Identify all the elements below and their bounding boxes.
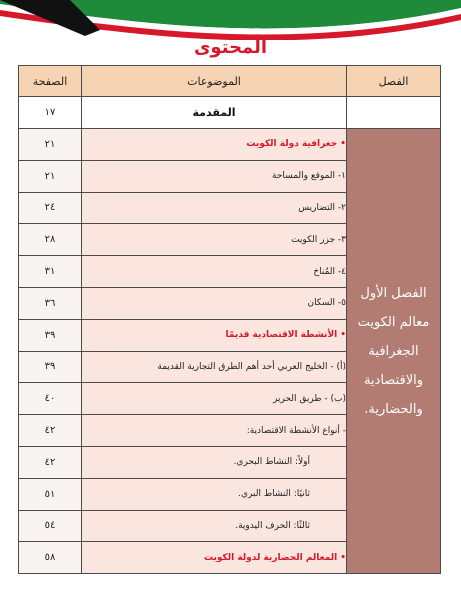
header-page: الصفحة [19, 66, 82, 97]
page-number: ٣٩ [19, 351, 82, 383]
topic-text: المعالم الحضارية لدولة الكويت [203, 552, 338, 563]
section-heading [82, 542, 347, 574]
page-number: ٤٢ [19, 415, 82, 447]
section-heading [82, 129, 347, 161]
topic-cell [82, 256, 347, 288]
bullet-icon: • [340, 330, 346, 341]
topic-cell [82, 478, 347, 510]
topic-text: ٣- جزر الكويت [291, 234, 346, 245]
topic-cell [82, 287, 347, 319]
topic-text: ٥- السكان [307, 298, 346, 309]
page-number: ٢٤ [19, 192, 82, 224]
chapter-one-cell [347, 129, 441, 574]
topic-text: جغرافية دولة الكويت [246, 139, 338, 150]
page-number: ٣١ [19, 256, 82, 288]
topic-cell [82, 351, 347, 383]
chapter-title-line: والاقتصادية [363, 372, 424, 388]
section-heading [82, 319, 347, 351]
page-number: ٥٤ [19, 510, 82, 542]
topic-text: أولاً: النشاط البحري. [233, 457, 310, 468]
topic-text: - أنواع الأنشطة الاقتصادية: [246, 425, 346, 436]
topic-cell [82, 415, 347, 447]
page-number: ٢١ [19, 129, 82, 161]
topic-cell [82, 446, 347, 478]
page-number: ٤٢ [19, 446, 82, 478]
page-number: ٥٨ [19, 542, 82, 574]
chapter-title-line: الفصل الأول [360, 285, 427, 301]
table-header-row [19, 66, 441, 97]
topic-cell [82, 160, 347, 192]
contents-table [18, 65, 441, 574]
topic-text: ثالثًا: الحرف اليدوية. [235, 520, 310, 531]
bullet-icon: • [340, 139, 346, 150]
topic-text: (أ) - الخليج العربي أحد أهم الطرق التجارية القديمة [157, 361, 346, 372]
topic-cell [82, 510, 347, 542]
chapter-title-line: معالم الكويت [357, 314, 430, 330]
kuwait-flag-ribbon [0, 0, 461, 40]
intro-topic: المقدمة [82, 97, 347, 129]
topic-text: ٤- المُناخ [313, 266, 346, 277]
page-number: ٥١ [19, 478, 82, 510]
chapter-title-line: الجغرافية [368, 343, 419, 359]
topic-text: ٢- التضاريس [298, 202, 346, 213]
intro-page: ١٧ [19, 97, 82, 129]
table-row[interactable] [19, 129, 441, 161]
page-number: ٢٨ [19, 224, 82, 256]
topic-text: الأنشطة الاقتصادية قديمًا [225, 330, 338, 341]
topic-text: ثانيًا: النشاط البري. [238, 489, 310, 500]
page-number: ٣٩ [19, 319, 82, 351]
page-number: ٢١ [19, 160, 82, 192]
bullet-icon: • [340, 552, 346, 563]
page-title: المحتوى [193, 37, 268, 58]
page-number: ٣٦ [19, 287, 82, 319]
intro-row[interactable] [19, 97, 441, 129]
chapter-title-line: والحضارية. [364, 401, 423, 417]
header-chapter: الفصل [347, 66, 441, 97]
topic-text: (ب) - طريق الحرير [273, 393, 346, 404]
header-topics: الموضوعات [82, 66, 347, 97]
topic-cell [82, 383, 347, 415]
page-number: ٤٠ [19, 383, 82, 415]
topic-cell [82, 192, 347, 224]
topic-text: ١- الموقع والمساحة [272, 171, 346, 182]
intro-chapter-cell [347, 97, 441, 129]
topic-cell [82, 224, 347, 256]
